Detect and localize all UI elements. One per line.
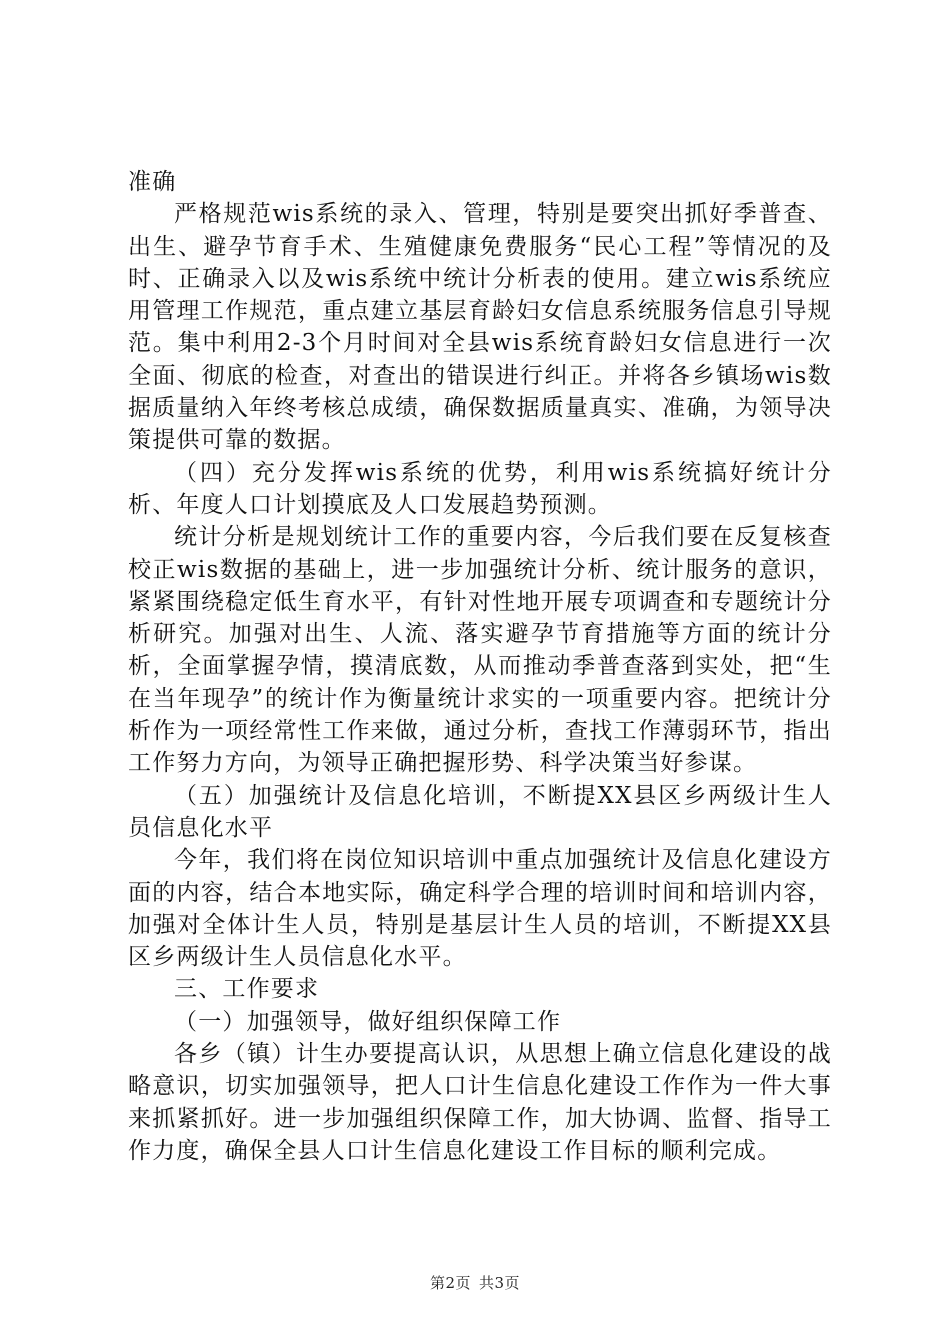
paragraph-continuation: 准确 (128, 169, 177, 195)
paragraph-training: 今年，我们将在岗位知识培训中重点加强统计及信息化建设方面的内容，结合本地实际，确定科学合理的培训时间和培训内容，加强对全体计生人员，特别是基层计生人员的培训，不断提XX县区乡两级计生人员信息化水平。 (128, 847, 832, 971)
section-heading-3-requirements: 三、工作要求 (174, 976, 320, 1003)
page-footer (0, 1272, 950, 1293)
paragraph-wis-standards: 严格规范wis系统的录入、管理，特别是要突出抓好季普查、出生、避孕节育手术、生殖健康免费服务“民心工程”等情况的及时、正确录入以及wis系统中统计分析表的使用。建立wis系统应用管理工作规范，重点建立基层育龄妇女信息系统服务信息引导规范。集中利用2-3个月时间对全县wis系统育龄妇女信息进行一次全面、彻底的检查，对查出的错误进行纠正。并将各乡镇场wis数据质量纳入年终考核总成绩，确保数据质量真实、准确，为领导决策提供可靠的数据。 (128, 201, 832, 454)
section-heading-4: （四）充分发挥wis系统的优势，利用wis系统搞好统计分析、年度人口计划摸底及人口发展趋势预测。 (128, 459, 832, 518)
paragraph-leadership: 各乡（镇）计生办要提高认识，从思想上确立信息化建设的战略意识，切实加强领导，把人口计生信息化建设工作作为一件大事来抓紧抓好。进一步加强组织保障工作，加大协调、监督、指导工作力度，确保全县人口计生信息化建设工作目标的顺利完成。 (128, 1041, 832, 1164)
page-total: 共3页 (479, 1274, 521, 1292)
subsection-heading-1: （一）加强领导，做好组织保障工作 (174, 1008, 562, 1035)
paragraph-statistical-analysis: 统计分析是规划统计工作的重要内容，今后我们要在反复核查校正wis数据的基础上，进一步加强统计分析、统计服务的意识，紧紧围绕稳定低生育水平，有针对性地开展专项调查和专题统计分析研究。加强对出生、人流、落实避孕节育措施等方面的统计分析，全面掌握孕情，摸清底数，从而推动季普查落到实处，把“生在当年现孕”的统计作为衡量统计求实的一项重要内容。把统计分析作为一项经常性工作来做，通过分析，查找工作薄弱环节，指出工作努力方向，为领导正确把握形势、科学决策当好参谋。 (128, 524, 832, 777)
page-number: 第2页 (429, 1274, 471, 1292)
document-body (128, 166, 832, 1167)
section-heading-5: （五）加强统计及信息化培训，不断提XX县区乡两级计生人员信息化水平 (128, 782, 832, 841)
